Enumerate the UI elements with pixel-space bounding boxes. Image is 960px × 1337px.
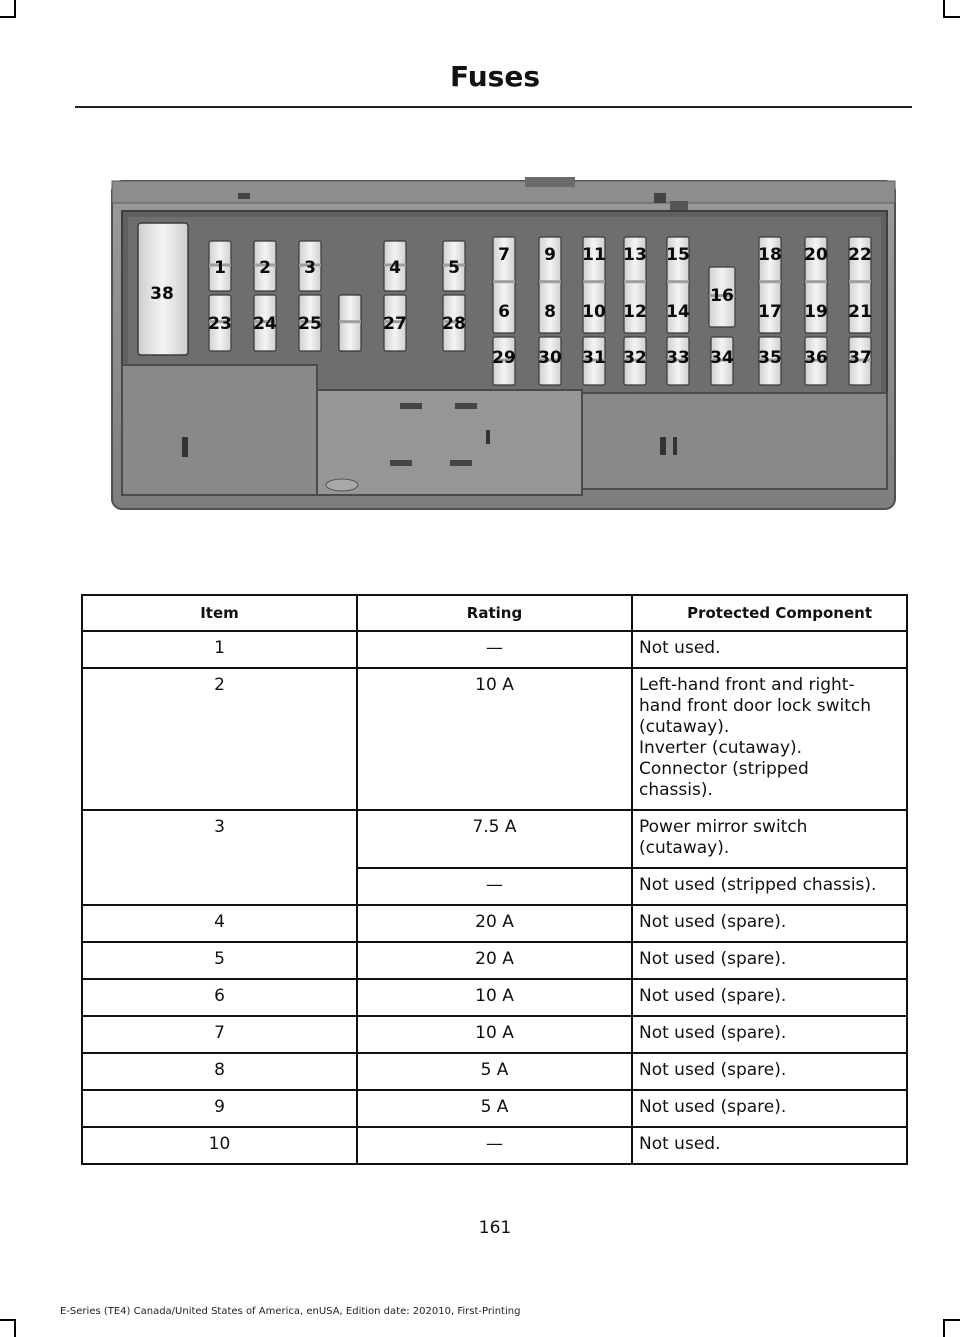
fuse-divider — [667, 280, 689, 283]
component-text-line: (cutaway). — [639, 838, 730, 858]
housing-tab — [525, 177, 575, 187]
table-row — [82, 1127, 907, 1164]
fuse-number-label: 38 — [150, 284, 174, 304]
fuse-table — [81, 594, 908, 1165]
table-row — [82, 905, 907, 942]
component-text-line: Left-hand front and right- — [639, 675, 855, 695]
cell-protected-component — [632, 668, 907, 810]
header-item: Item — [82, 595, 357, 631]
crop-mark — [0, 1319, 16, 1321]
cell-rating: 5 A — [357, 1053, 632, 1090]
fuse-number-label: 37 — [848, 348, 872, 368]
cell-rating: — — [357, 631, 632, 668]
fuse-number-label: 12 — [623, 302, 647, 322]
cell-item: 9 — [82, 1090, 357, 1127]
component-text-line: Not used. — [639, 638, 721, 658]
fuse-divider — [583, 280, 605, 283]
fuse-number-label: 23 — [208, 314, 232, 334]
component-text-line: Not used (spare). — [639, 949, 787, 969]
title-rule — [75, 106, 912, 108]
cell-protected-component — [632, 868, 907, 905]
fuse-number-label: 31 — [582, 348, 606, 368]
fuse-number-label: 29 — [492, 348, 516, 368]
fuse-box-illustration — [110, 175, 897, 515]
table-row — [82, 942, 907, 979]
fuse-number-label: 28 — [442, 314, 466, 334]
fuse-box-diagram — [110, 175, 897, 515]
cell-protected-component — [632, 942, 907, 979]
cell-rating: 7.5 A — [357, 810, 632, 868]
fuse-number-label: 1 — [214, 258, 226, 278]
component-text-line: (cutaway). — [639, 717, 730, 737]
component-text-line: Inverter (cutaway). — [639, 738, 803, 758]
fuse-number-label: 14 — [666, 302, 690, 322]
cell-protected-component — [632, 631, 907, 668]
cell-rating: — — [357, 1127, 632, 1164]
cell-rating: 10 A — [357, 668, 632, 810]
cell-rating: 10 A — [357, 979, 632, 1016]
housing-tab — [238, 193, 250, 199]
table-row — [82, 1053, 907, 1090]
fuse-divider — [339, 320, 361, 323]
cell-item: 4 — [82, 905, 357, 942]
fuse-number-label: 19 — [804, 302, 828, 322]
header-protected-component: Protected Component — [632, 595, 907, 631]
lower-slot — [486, 430, 490, 444]
cell-rating: 20 A — [357, 942, 632, 979]
component-text-line: Not used (spare). — [639, 1097, 787, 1117]
component-text-line: Not used (spare). — [639, 912, 787, 932]
fuse-divider — [493, 280, 515, 283]
lower-slot — [182, 437, 188, 457]
component-text-line: Connector (stripped — [639, 759, 809, 779]
fuse-number-label: 6 — [498, 302, 510, 322]
cell-protected-component — [632, 810, 907, 868]
component-text-line: hand front door lock switch — [639, 696, 871, 716]
lower-cover-right — [582, 393, 887, 489]
page-number: 161 — [478, 1218, 512, 1238]
fuse-divider — [624, 280, 646, 283]
component-text-line: Not used (spare). — [639, 1060, 787, 1080]
component-text-line: Power mirror switch — [639, 817, 808, 837]
table-row — [82, 1090, 907, 1127]
fuse-number-label: 8 — [544, 302, 556, 322]
header-rating: Rating — [357, 595, 632, 631]
cell-protected-component — [632, 1090, 907, 1127]
table-row — [82, 1016, 907, 1053]
fuse-number-label: 10 — [582, 302, 606, 322]
component-text-line: Not used (spare). — [639, 1023, 787, 1043]
table-row — [82, 631, 907, 668]
table-row — [82, 668, 907, 810]
crop-mark — [944, 16, 960, 18]
table-header-row — [82, 595, 907, 631]
fuse-divider — [849, 280, 871, 283]
fuse-number-label: 3 — [304, 258, 316, 278]
crop-mark — [944, 1319, 960, 1321]
fuse-number-label: 27 — [383, 314, 407, 334]
fuse-number-label: 16 — [710, 286, 734, 306]
cell-protected-component — [632, 1053, 907, 1090]
edition-footer: E-Series (TE4) Canada/United States of America, enUSA, Edition date: 202010, First-Printing — [60, 1306, 521, 1317]
fuse-number-label: 15 — [666, 245, 690, 265]
cell-item: 10 — [82, 1127, 357, 1164]
fuse-number-label: 24 — [253, 314, 277, 334]
cell-item: 7 — [82, 1016, 357, 1053]
housing-top-strip — [112, 181, 895, 203]
fuse-number-label: 5 — [448, 258, 460, 278]
fuse-number-label: 33 — [666, 348, 690, 368]
component-text-line: Not used (spare). — [639, 986, 787, 1006]
cell-item: 8 — [82, 1053, 357, 1090]
lower-screw — [326, 479, 358, 491]
cell-item: 6 — [82, 979, 357, 1016]
cell-rating: 20 A — [357, 905, 632, 942]
fuse-number-label: 30 — [538, 348, 562, 368]
fuse-number-label: 11 — [582, 245, 606, 265]
table-row — [82, 810, 907, 868]
fuse-number-label: 7 — [498, 245, 510, 265]
fuse-divider — [539, 280, 561, 283]
cell-rating: 5 A — [357, 1090, 632, 1127]
crop-mark — [0, 16, 16, 18]
lower-slot — [660, 437, 666, 455]
fuse-number-label: 22 — [848, 245, 872, 265]
cell-item: 5 — [82, 942, 357, 979]
fuse-divider — [759, 280, 781, 283]
cell-rating: 10 A — [357, 1016, 632, 1053]
fuse-number-label: 21 — [848, 302, 872, 322]
fuse-number-label: 4 — [389, 258, 401, 278]
fuse-number-label: 25 — [298, 314, 322, 334]
fuse-number-label: 34 — [710, 348, 734, 368]
fuse-number-label: 2 — [259, 258, 271, 278]
lower-cover-left — [122, 365, 317, 495]
table-row — [82, 979, 907, 1016]
lower-slot — [390, 460, 412, 466]
cell-item: 3 — [82, 810, 357, 905]
page-title: Fuses — [450, 60, 540, 93]
fuse-number-label: 20 — [804, 245, 828, 265]
crop-mark — [14, 1319, 16, 1337]
cell-protected-component — [632, 905, 907, 942]
fuse-number-label: 13 — [623, 245, 647, 265]
cell-item: 2 — [82, 668, 357, 810]
cell-item: 1 — [82, 631, 357, 668]
fuse-number-label: 18 — [758, 245, 782, 265]
lower-slot — [400, 403, 422, 409]
fuse-divider — [805, 280, 827, 283]
crop-mark — [943, 1319, 945, 1337]
lower-cover-middle — [317, 390, 582, 495]
lower-slot — [450, 460, 472, 466]
fuse-number-label: 35 — [758, 348, 782, 368]
fuse-number-label: 36 — [804, 348, 828, 368]
fuse-number-label: 32 — [623, 348, 647, 368]
housing-tab — [654, 193, 666, 203]
cell-rating: — — [357, 868, 632, 905]
component-text-line: chassis). — [639, 780, 713, 800]
component-text-line: Not used. — [639, 1134, 721, 1154]
cell-protected-component — [632, 1127, 907, 1164]
component-text-line: Not used (stripped chassis). — [639, 875, 877, 895]
fuse-number-label: 9 — [544, 245, 556, 265]
lower-slot — [673, 437, 677, 455]
cell-protected-component — [632, 979, 907, 1016]
cell-protected-component — [632, 1016, 907, 1053]
lower-slot — [455, 403, 477, 409]
fuse-number-label: 17 — [758, 302, 782, 322]
